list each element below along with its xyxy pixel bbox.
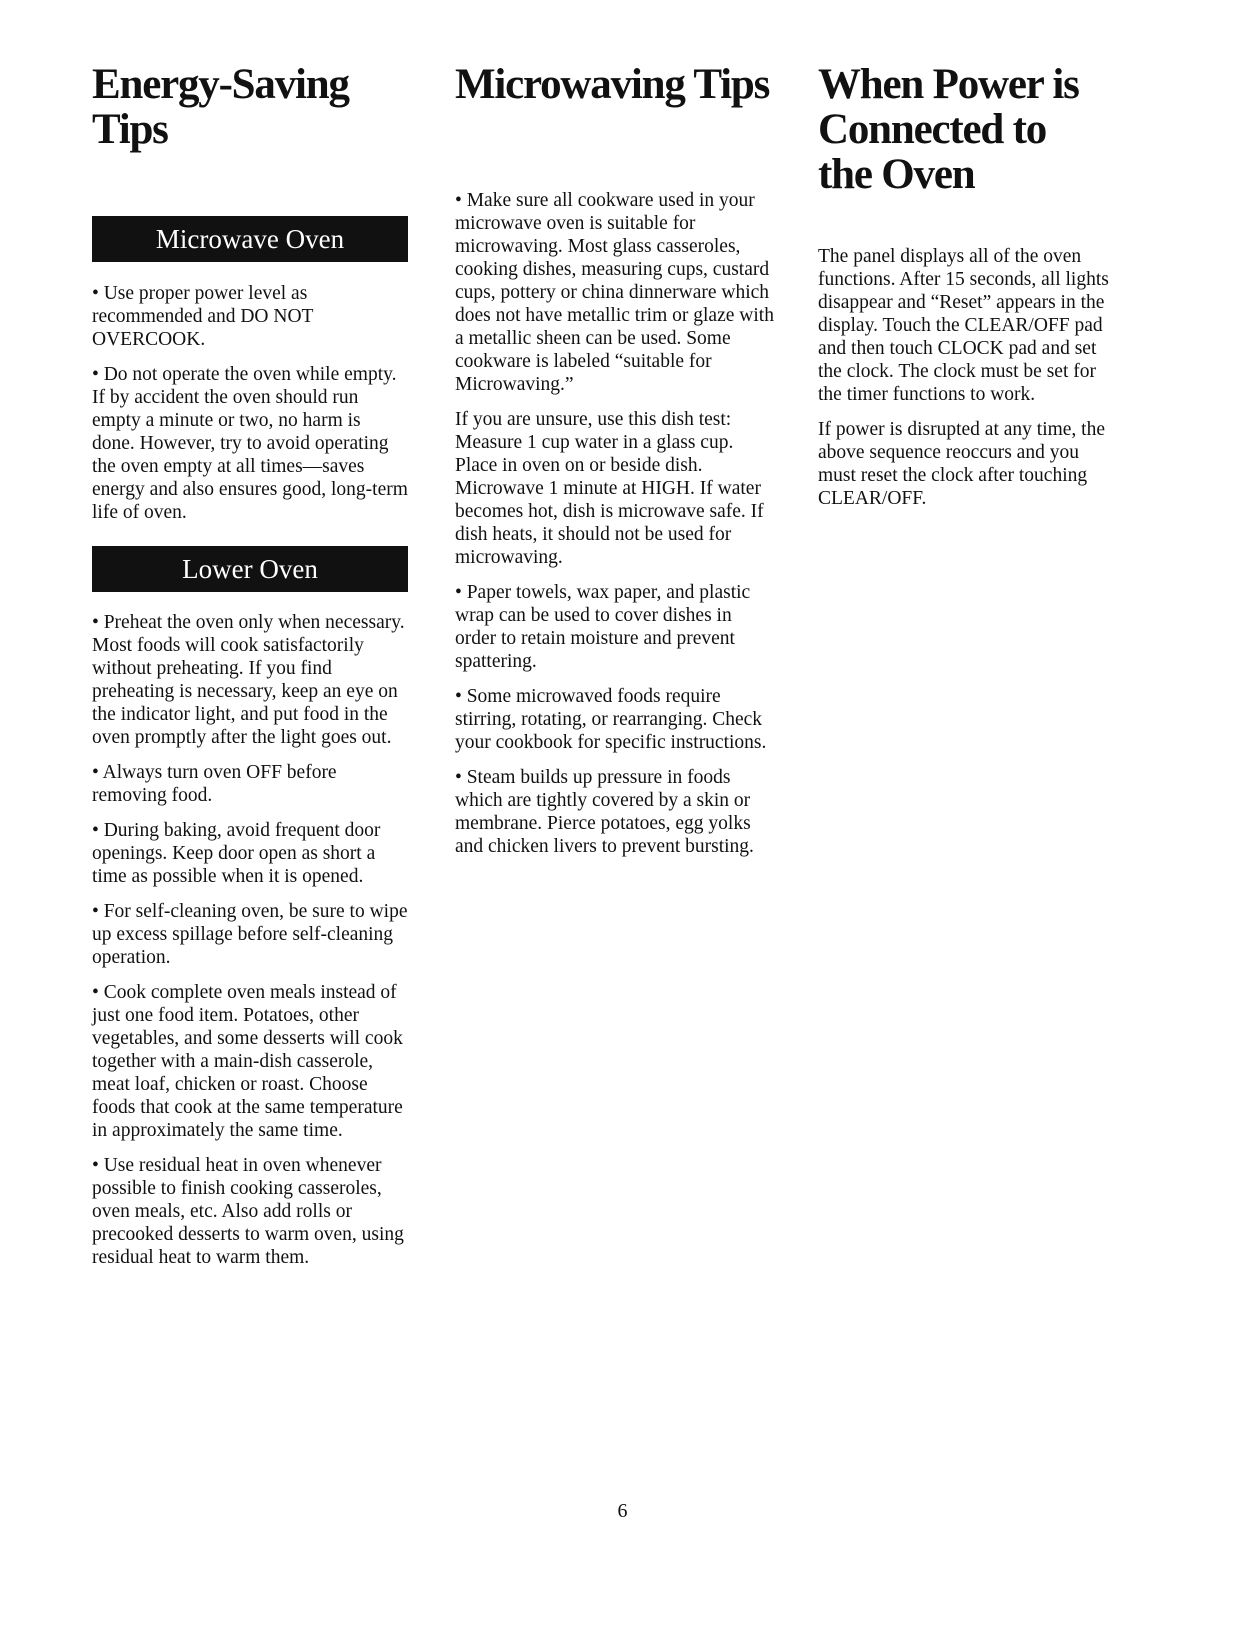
title-line: Connected to xyxy=(818,106,1047,153)
microwaving-tip: • Paper towels, wax paper, and plastic wrap can be used to cover dishes in order to retain moisture and prevent spattering. xyxy=(455,582,751,672)
microwaving-tip: • Steam builds up pressure in foods which are tightly covered by a skin or membrane. Pierce potatoes, egg yolks and chicken livers to prevent bursting. xyxy=(455,767,754,857)
microwave-tip: • Do not operate the oven while empty. If by accident the oven should run empty a minute or two, no harm is done. However, try to avoid operating the oven empty at all times—saves energy and also ensures good, long-term life of oven. xyxy=(92,364,408,523)
power-paragraph: The panel displays all of the oven functions. After 15 seconds, all lights disappear and “Reset” appears in the display. Touch the CLEAR/OFF pad and then touch CLOCK pad and set the clock. The clock must be set for the timer functions to work. xyxy=(818,246,1109,405)
energy-saving-title: Energy-Saving Tips xyxy=(92,61,349,153)
microwave-tip: • Use proper power level as recommended and DO NOT OVERCOOK. xyxy=(92,283,314,350)
energy-saving-column xyxy=(92,62,408,1281)
power-paragraph: If power is disrupted at any time, the above sequence reoccurs and you must reset the clock after touching CLEAR/OFF. xyxy=(818,419,1106,509)
lower-oven-tip: • Preheat the oven only when necessary. Most foods will cook satisfactorily without preheating. If you find preheating is necessary, keep an eye on the indicator light, and put food in the oven promptly after the light goes out. xyxy=(92,612,405,748)
lower-oven-tip: • Use residual heat in oven whenever possible to finish cooking casseroles, oven meals, etc. Also add rolls or precooked desserts to warm oven, using residual heat to warm them. xyxy=(92,1155,404,1268)
lower-oven-heading: Lower Oven xyxy=(92,546,408,592)
microwave-oven-heading: Microwave Oven xyxy=(92,216,408,262)
microwaving-tip: • Make sure all cookware used in your microwave oven is suitable for microwaving. Most glass casseroles, cooking dishes, measuring cups, custard cups, pottery or china dinnerware which does not have metallic trim or glaze with a metallic sheen can be used. Some cookware is labeled “suitable for Microwaving.” xyxy=(455,190,774,395)
lower-oven-tip: • Cook complete oven meals instead of just one food item. Potatoes, other vegetables, and some desserts will cook together with a main-dish casserole, meat loaf, chicken or roast. Choose foods that cook at the same temperature in approximately the same time. xyxy=(92,982,403,1141)
title-line: When Power is xyxy=(818,61,1079,108)
power-connected-title xyxy=(818,62,1118,197)
lower-oven-tip: • During baking, avoid frequent door openings. Keep door open as short a time as possible when it is opened. xyxy=(92,820,381,887)
title-line: the Oven xyxy=(818,151,975,198)
microwaving-tips-column xyxy=(455,62,775,870)
microwaving-tip: • Some microwaved foods require stirring, rotating, or rearranging. Check your cookbook for specific instructions. xyxy=(455,686,767,753)
microwaving-tips-list xyxy=(455,189,775,858)
power-connected-column xyxy=(818,62,1118,522)
microwaving-tips-title: Microwaving Tips xyxy=(455,61,770,108)
power-connected-text xyxy=(818,245,1118,510)
page-number: 6 xyxy=(617,1500,628,1522)
lower-oven-tip: • Always turn oven OFF before removing food. xyxy=(92,762,337,806)
lower-oven-tip: • For self-cleaning oven, be sure to wipe up excess spillage before self-cleaning operation. xyxy=(92,901,408,968)
dish-test-paragraph: If you are unsure, use this dish test: Measure 1 cup water in a glass cup. Place in oven on or beside dish. Microwave 1 minute at HIGH. If water becomes hot, dish is microwave safe. If dish heats, it should not be used for microwaving. xyxy=(455,409,764,568)
